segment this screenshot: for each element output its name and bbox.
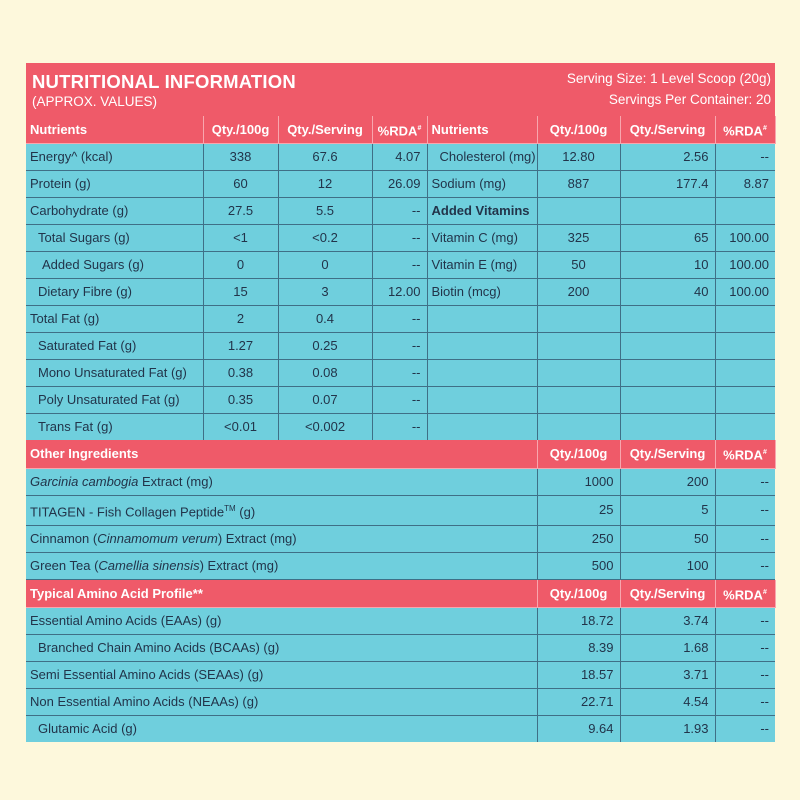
rda-value: --	[372, 387, 427, 414]
qty-serving: 0.25	[278, 333, 372, 360]
qty-100g: 0.35	[203, 387, 278, 414]
other-ingredients-table	[26, 440, 776, 580]
qty-100g: 325	[537, 225, 620, 252]
other-ingredients-header-row	[26, 440, 775, 468]
table-row	[26, 333, 775, 360]
ingredient-name: Green Tea (Camellia sinensis) Extract (mg)	[26, 552, 537, 579]
rda-value: --	[760, 721, 769, 737]
qty-100g: 250	[537, 525, 620, 552]
rda-value: 100.00	[715, 225, 775, 252]
qty-100g: 50	[537, 252, 620, 279]
qty-100g: 60	[203, 171, 278, 198]
rda-value: --	[715, 495, 775, 525]
qty-100g	[537, 306, 620, 333]
rda-value: --	[715, 468, 775, 495]
col-header-qtyserving-2: Qty./Serving	[620, 116, 715, 144]
qty-100g	[537, 360, 620, 387]
rda-value: --	[372, 252, 427, 279]
qty-100g: 887	[537, 171, 620, 198]
table-row	[26, 635, 775, 662]
qty-100g: <1	[203, 225, 278, 252]
panel-header	[26, 63, 775, 116]
rda-value: --	[715, 608, 775, 635]
nutrient-name: Mono Unsaturated Fat (g)	[26, 360, 203, 387]
col-header-nutrients: Nutrients	[26, 116, 203, 144]
qty-100g: 0.38	[203, 360, 278, 387]
qty-100g: 18.72	[537, 608, 620, 635]
qty-serving: 1.68	[620, 635, 715, 662]
table-row	[26, 306, 775, 333]
qty-100g: 27.5	[203, 198, 278, 225]
qty-100g: 338	[203, 144, 278, 171]
qty-100g: 25	[537, 495, 620, 525]
qty-serving: <0.002	[278, 414, 372, 441]
table-row	[26, 279, 775, 306]
amino-acid-header-row	[26, 580, 775, 608]
qty-serving	[620, 333, 715, 360]
nutrient-name	[427, 414, 537, 441]
table-row	[26, 252, 775, 279]
ingredient-name: Cinnamon (Cinnamomum verum) Extract (mg)	[26, 525, 537, 552]
col-header-qtyserving: Qty./Serving	[620, 580, 715, 608]
table-row	[26, 171, 775, 198]
qty-serving: 177.4	[620, 171, 715, 198]
rda-value: 100.00	[715, 252, 775, 279]
qty-100g: <0.01	[203, 414, 278, 441]
servings-per-container: Servings Per Container: 20	[608, 92, 771, 107]
qty-serving: 0.08	[278, 360, 372, 387]
rda-value: --	[372, 333, 427, 360]
col-header-qtyserving: Qty./Serving	[278, 116, 372, 144]
rda-value: --	[715, 525, 775, 552]
qty-serving	[620, 306, 715, 333]
rda-value	[715, 414, 775, 441]
ingredient-name: Garcinia cambogia Extract (mg)	[26, 468, 537, 495]
qty-100g: 9.64	[537, 716, 620, 743]
nutrient-name: Added Sugars (g)	[26, 252, 203, 279]
qty-serving	[620, 414, 715, 441]
amino-acid-table	[26, 580, 776, 742]
qty-serving: <0.2	[278, 225, 372, 252]
qty-serving: 65	[620, 225, 715, 252]
qty-serving: 1.93	[620, 716, 715, 743]
table-row	[26, 689, 775, 716]
qty-serving	[620, 198, 715, 225]
qty-serving: 0.07	[278, 387, 372, 414]
nutrients-table	[26, 116, 776, 440]
nutrients-body	[26, 144, 775, 441]
rda-value: --	[715, 635, 775, 662]
qty-100g	[537, 333, 620, 360]
nutrient-name: Cholesterol (mg)	[427, 144, 537, 171]
qty-serving: 50	[620, 525, 715, 552]
table-row	[26, 225, 775, 252]
nutrient-name: Vitamin E (mg)	[427, 252, 537, 279]
col-header-amino-profile: Typical Amino Acid Profile**	[26, 580, 537, 608]
nutrient-name: Saturated Fat (g)	[26, 333, 203, 360]
qty-100g: 500	[537, 552, 620, 579]
col-header-qty100g: Qty./100g	[203, 116, 278, 144]
qty-serving: 4.54	[620, 689, 715, 716]
qty-100g: 12.80	[537, 144, 620, 171]
rda-value: 4.07	[372, 144, 427, 171]
nutrition-panel	[26, 63, 775, 742]
rda-value: --	[715, 662, 775, 689]
nutrient-name: Trans Fat (g)	[26, 414, 203, 441]
rda-value	[715, 198, 775, 225]
table-row	[26, 198, 775, 225]
table-row	[26, 552, 775, 579]
qty-serving: 0	[278, 252, 372, 279]
table-row	[26, 144, 775, 171]
col-header-qtyserving: Qty./Serving	[620, 440, 715, 468]
ingredient-name: TITAGEN - Fish Collagen Peptide™ (g)	[26, 495, 537, 525]
rda-value	[715, 333, 775, 360]
rda-value: --	[372, 360, 427, 387]
col-header-other-ingredients: Other Ingredients	[26, 440, 537, 468]
table-row	[26, 525, 775, 552]
rda-value: --	[372, 225, 427, 252]
rda-value: --	[372, 414, 427, 441]
table-row	[26, 414, 775, 441]
nutrients-header-row	[26, 116, 775, 144]
nutrient-name: Energy^ (kcal)	[26, 144, 203, 171]
amino-acid-name: Essential Amino Acids (EAAs) (g)	[26, 608, 537, 635]
rda-value	[715, 387, 775, 414]
table-row	[26, 360, 775, 387]
rda-value: --	[372, 198, 427, 225]
amino-acid-name: Branched Chain Amino Acids (BCAAs) (g)	[26, 635, 537, 662]
nutrient-name: Added Vitamins	[427, 198, 537, 225]
nutrient-name	[427, 333, 537, 360]
table-row	[26, 468, 775, 495]
qty-serving: 3.71	[620, 662, 715, 689]
nutrient-name: Biotin (mcg)	[427, 279, 537, 306]
col-header-rda: %RDA#	[372, 116, 427, 144]
nutrient-name: Dietary Fibre (g)	[26, 279, 203, 306]
rda-value: 26.09	[372, 171, 427, 198]
rda-value: --	[715, 689, 775, 716]
rda-value: 12.00	[372, 279, 427, 306]
rda-value: 100.00	[715, 279, 775, 306]
col-header-qty100g-2: Qty./100g	[537, 116, 620, 144]
qty-serving: 40	[620, 279, 715, 306]
nutrient-name: Carbohydrate (g)	[26, 198, 203, 225]
qty-serving: 3.74	[620, 608, 715, 635]
qty-serving: 2.56	[620, 144, 715, 171]
qty-serving: 12	[278, 171, 372, 198]
rda-value: 8.87	[715, 171, 775, 198]
qty-100g	[537, 414, 620, 441]
qty-100g	[537, 387, 620, 414]
col-header-rda: %RDA#	[715, 580, 775, 608]
rda-value: --	[715, 552, 775, 579]
rda-value: --	[372, 306, 427, 333]
qty-100g: 22.71	[537, 689, 620, 716]
panel-subtitle: (APPROX. VALUES)	[32, 94, 158, 109]
amino-acid-name: Glutamic Acid (g)	[26, 716, 537, 743]
nutrient-name	[427, 360, 537, 387]
col-header-qty100g: Qty./100g	[537, 440, 620, 468]
qty-100g: 1.27	[203, 333, 278, 360]
nutrient-name: Sodium (mg)	[427, 171, 537, 198]
amino-acid-name: Non Essential Amino Acids (NEAAs) (g)	[26, 689, 537, 716]
qty-serving: 5.5	[278, 198, 372, 225]
nutrient-name: Total Fat (g)	[26, 306, 203, 333]
rda-value: --	[715, 144, 775, 171]
nutrient-name: Total Sugars (g)	[26, 225, 203, 252]
table-row	[26, 495, 775, 525]
table-row	[26, 608, 775, 635]
qty-serving: 67.6	[278, 144, 372, 171]
qty-serving: 0.4	[278, 306, 372, 333]
qty-serving	[620, 360, 715, 387]
qty-100g	[537, 198, 620, 225]
table-row	[26, 662, 775, 689]
qty-serving	[620, 387, 715, 414]
rda-value	[715, 360, 775, 387]
amino-acid-body	[26, 608, 775, 743]
qty-100g: 18.57	[537, 662, 620, 689]
nutrient-name	[427, 387, 537, 414]
serving-size: Serving Size: 1 Level Scoop (20g)	[566, 71, 771, 86]
nutrient-name: Protein (g)	[26, 171, 203, 198]
nutrient-name: Poly Unsaturated Fat (g)	[26, 387, 203, 414]
qty-serving: 3	[278, 279, 372, 306]
col-header-nutrients-2: Nutrients	[427, 116, 537, 144]
col-header-rda-2: %RDA#	[715, 116, 775, 144]
table-row	[26, 387, 775, 414]
qty-serving: 10	[620, 252, 715, 279]
col-header-rda: %RDA#	[715, 440, 775, 468]
qty-100g: 8.39	[537, 635, 620, 662]
qty-100g: 0	[203, 252, 278, 279]
qty-100g: 2	[203, 306, 278, 333]
qty-100g: 15	[203, 279, 278, 306]
qty-serving: 5	[620, 495, 715, 525]
col-header-qty100g: Qty./100g	[537, 580, 620, 608]
amino-acid-name: Semi Essential Amino Acids (SEAAs) (g)	[26, 662, 537, 689]
table-row	[26, 716, 775, 743]
panel-title: NUTRITIONAL INFORMATION	[32, 71, 296, 92]
nutrient-name: Vitamin C (mg)	[427, 225, 537, 252]
qty-100g: 1000	[537, 468, 620, 495]
qty-100g: 200	[537, 279, 620, 306]
qty-serving: 200	[620, 468, 715, 495]
nutrient-name	[427, 306, 537, 333]
rda-value	[715, 306, 775, 333]
qty-serving: 100	[620, 552, 715, 579]
